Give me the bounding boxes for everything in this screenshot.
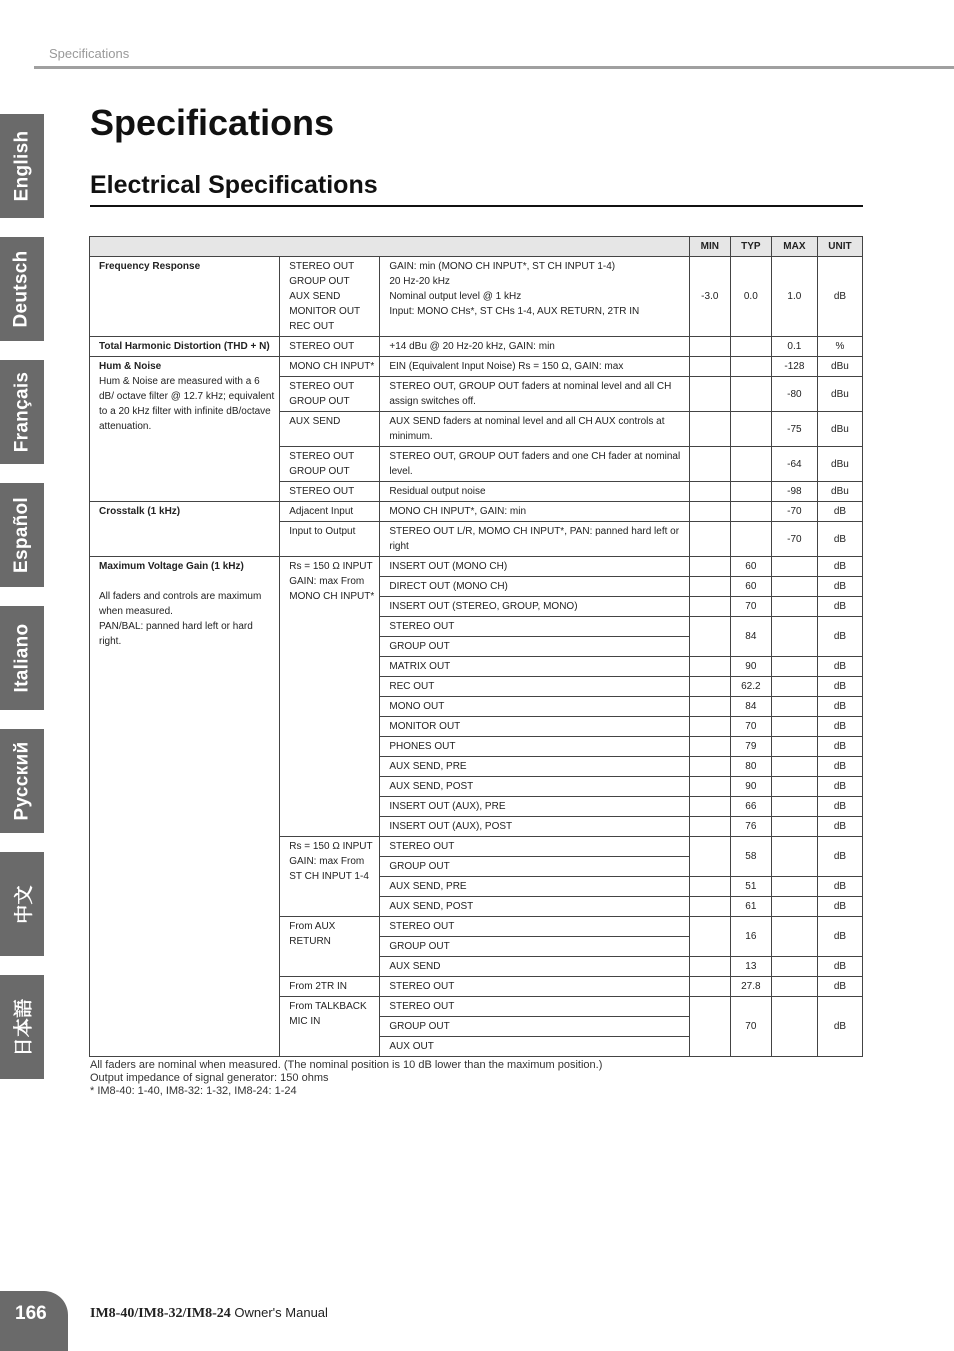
max-value xyxy=(771,797,817,817)
typ-value: 70 xyxy=(730,717,771,737)
min-value xyxy=(689,897,730,917)
typ-value xyxy=(730,502,771,522)
table-notes xyxy=(90,1059,602,1098)
condition-cell: MONO CH INPUT*, GAIN: min xyxy=(380,502,689,522)
header-max: MAX xyxy=(771,237,817,257)
lang-tab-chinese[interactable] xyxy=(0,852,44,956)
output-name: MONITOR OUT xyxy=(380,717,689,737)
unit-value: % xyxy=(817,337,862,357)
unit-value: dB xyxy=(817,557,862,577)
param-label xyxy=(90,357,280,502)
unit-value: dB xyxy=(817,837,862,877)
page-title: Specifications xyxy=(90,102,335,143)
source-cell: From AUX RETURN xyxy=(280,917,380,977)
unit-value: dB xyxy=(817,617,862,657)
condition-cell: STEREO OUT, GROUP OUT faders at nominal level and all CH assign switches off. xyxy=(380,377,689,412)
max-value xyxy=(771,997,817,1057)
max-value xyxy=(771,737,817,757)
min-value xyxy=(689,917,730,957)
param-label xyxy=(90,557,280,1057)
min-value xyxy=(689,597,730,617)
unit-value: dBu xyxy=(817,412,862,447)
table-row xyxy=(90,337,863,357)
max-value xyxy=(771,817,817,837)
unit-value: dB xyxy=(817,522,862,557)
max-value xyxy=(771,577,817,597)
max-value xyxy=(771,897,817,917)
max-value xyxy=(771,697,817,717)
min-value xyxy=(689,737,730,757)
param-note: All faders and controls are maximum when measured. xyxy=(99,591,262,617)
header-typ: TYP xyxy=(730,237,771,257)
min-value xyxy=(689,817,730,837)
output-name: GROUP OUT xyxy=(380,637,689,657)
output-name: AUX SEND, PRE xyxy=(380,757,689,777)
max-value xyxy=(771,877,817,897)
min-value xyxy=(689,717,730,737)
note-line: * IM8-40: 1-40, IM8-32: 1-32, IM8-24: 1-24 xyxy=(90,1085,297,1097)
output-name: AUX SEND xyxy=(380,957,689,977)
output-name: MATRIX OUT xyxy=(380,657,689,677)
min-value xyxy=(689,357,730,377)
min-value xyxy=(689,877,730,897)
min-value xyxy=(689,957,730,977)
param-name: Total Harmonic Distortion (THD + N) xyxy=(99,341,270,352)
min-value xyxy=(689,502,730,522)
unit-value: dB xyxy=(817,897,862,917)
typ-value: 60 xyxy=(730,557,771,577)
lang-tab-russian[interactable] xyxy=(0,729,44,833)
header-rule xyxy=(34,66,954,69)
typ-value: 84 xyxy=(730,697,771,717)
lang-tab-label: 日本語 xyxy=(13,998,35,1056)
typ-value: 79 xyxy=(730,737,771,757)
min-value: -3.0 xyxy=(689,257,730,337)
output-name: AUX SEND, POST xyxy=(380,897,689,917)
output-name: GROUP OUT xyxy=(380,857,689,877)
header-blank xyxy=(90,237,690,257)
output-name: GROUP OUT xyxy=(380,1017,689,1037)
manual-label: Owner's Manual xyxy=(234,1305,328,1320)
output-name: STEREO OUT xyxy=(380,997,689,1017)
typ-value xyxy=(730,357,771,377)
min-value xyxy=(689,777,730,797)
table-row xyxy=(90,502,863,522)
condition-cell: AUX SEND faders at nominal level and all CH AUX controls at minimum. xyxy=(380,412,689,447)
output-cell xyxy=(280,377,380,412)
typ-value: 84 xyxy=(730,617,771,657)
page-number-tab xyxy=(0,1291,68,1351)
lang-tab-deutsch[interactable] xyxy=(0,237,44,341)
model-name: IM8-40/IM8-32/IM8-24 xyxy=(90,1306,231,1321)
min-value xyxy=(689,337,730,357)
typ-value: 0.0 xyxy=(730,257,771,337)
unit-value: dB xyxy=(817,957,862,977)
unit-value: dB xyxy=(817,777,862,797)
output-name: AUX SEND, POST xyxy=(380,777,689,797)
spec-table xyxy=(89,236,863,1057)
min-value xyxy=(689,522,730,557)
param-label xyxy=(90,337,280,357)
lang-tab-japanese[interactable] xyxy=(0,975,44,1079)
output-name: STEREO OUT xyxy=(380,617,689,637)
typ-value: 27.8 xyxy=(730,977,771,997)
typ-value: 61 xyxy=(730,897,771,917)
typ-value: 13 xyxy=(730,957,771,977)
unit-value: dB xyxy=(817,577,862,597)
max-value xyxy=(771,917,817,957)
max-value xyxy=(771,597,817,617)
output-name: Input to Output xyxy=(280,522,380,557)
output-name: GROUP OUT xyxy=(380,937,689,957)
max-value xyxy=(771,657,817,677)
max-value xyxy=(771,777,817,797)
min-value xyxy=(689,677,730,697)
unit-value: dB xyxy=(817,817,862,837)
running-head: Specifications xyxy=(49,46,130,61)
condition-cell xyxy=(380,257,689,337)
max-value xyxy=(771,977,817,997)
typ-value xyxy=(730,377,771,412)
typ-value: 80 xyxy=(730,757,771,777)
unit-value: dB xyxy=(817,697,862,717)
note-line: Output impedance of signal generator: 150 ohms xyxy=(90,1072,329,1084)
output-name: GROUP OUT xyxy=(289,396,350,407)
output-name: INSERT OUT (STEREO, GROUP, MONO) xyxy=(380,597,689,617)
output-name: STEREO OUT xyxy=(289,261,355,272)
condition-cell: Residual output noise xyxy=(380,482,689,502)
typ-value xyxy=(730,522,771,557)
section-rule xyxy=(90,205,863,207)
typ-value xyxy=(730,412,771,447)
footer xyxy=(90,1305,328,1322)
output-name: MONO CH INPUT* xyxy=(280,357,380,377)
output-name: PHONES OUT xyxy=(380,737,689,757)
lang-tab-label: Русский xyxy=(11,741,32,821)
table-row xyxy=(90,557,863,577)
lang-tab-label: 中文 xyxy=(13,884,35,924)
lang-tab-label: Español xyxy=(11,496,33,574)
output-name: DIRECT OUT (MONO CH) xyxy=(380,577,689,597)
max-value xyxy=(771,957,817,977)
max-value: -128 xyxy=(771,357,817,377)
unit-value: dB xyxy=(817,597,862,617)
output-name: AUX SEND xyxy=(289,291,341,302)
typ-value xyxy=(730,482,771,502)
min-value xyxy=(689,997,730,1057)
condition-line: Input: MONO CHs*, ST CHs 1-4, AUX RETURN, 2TR IN xyxy=(389,306,640,317)
max-value: -70 xyxy=(771,522,817,557)
output-name: STEREO OUT xyxy=(280,482,380,502)
typ-value xyxy=(730,337,771,357)
output-cell xyxy=(280,257,380,337)
unit-value: dB xyxy=(817,257,862,337)
param-name: Maximum Voltage Gain (1 kHz) xyxy=(99,561,244,572)
unit-value: dB xyxy=(817,757,862,777)
max-value xyxy=(771,557,817,577)
unit-value: dB xyxy=(817,717,862,737)
min-value xyxy=(689,412,730,447)
lang-tab-francais[interactable] xyxy=(0,360,44,464)
unit-value: dB xyxy=(817,677,862,697)
lang-tab-label: Deutsch xyxy=(11,250,32,328)
param-name: Hum & Noise xyxy=(99,361,162,372)
max-value: -70 xyxy=(771,502,817,522)
unit-value: dBu xyxy=(817,377,862,412)
max-value: 1.0 xyxy=(771,257,817,337)
typ-value: 62.2 xyxy=(730,677,771,697)
output-name: INSERT OUT (AUX), PRE xyxy=(380,797,689,817)
source-cell: Rs = 150 Ω INPUT GAIN: max From MONO CH INPUT* xyxy=(280,557,380,837)
source-cell: Rs = 150 Ω INPUT GAIN: max From ST CH INPUT 1-4 xyxy=(280,837,380,917)
typ-value: 90 xyxy=(730,657,771,677)
param-note: Hum & Noise are measured with a 6 dB/ octave filter @ 12.7 kHz; equivalent to a 20 kHz filter with infinite dB/octave attenuation. xyxy=(99,376,275,432)
lang-tab-label: English xyxy=(11,130,32,202)
param-name: Frequency Response xyxy=(99,261,201,272)
typ-value: 66 xyxy=(730,797,771,817)
output-name: AUX SEND, PRE xyxy=(380,877,689,897)
lang-tab-english[interactable] xyxy=(0,114,44,218)
unit-value: dBu xyxy=(817,357,862,377)
min-value xyxy=(689,617,730,657)
param-label xyxy=(90,257,280,337)
min-value xyxy=(689,797,730,817)
lang-tab-label: Français xyxy=(11,371,32,453)
output-name: AUX SEND xyxy=(280,412,380,447)
max-value: -75 xyxy=(771,412,817,447)
unit-value: dB xyxy=(817,997,862,1057)
output-name: STEREO OUT xyxy=(380,977,689,997)
min-value xyxy=(689,657,730,677)
typ-value: 90 xyxy=(730,777,771,797)
min-value xyxy=(689,447,730,482)
min-value xyxy=(689,977,730,997)
output-name: MONO OUT xyxy=(380,697,689,717)
section-title: Electrical Specifications xyxy=(90,171,378,199)
typ-value: 58 xyxy=(730,837,771,877)
max-value xyxy=(771,837,817,877)
param-note: PAN/BAL: panned hard left or hard right. xyxy=(99,621,253,647)
header-unit: UNIT xyxy=(817,237,862,257)
output-name: GROUP OUT xyxy=(289,276,350,287)
unit-value: dB xyxy=(817,917,862,957)
typ-value: 70 xyxy=(730,997,771,1057)
typ-value: 16 xyxy=(730,917,771,957)
min-value xyxy=(689,577,730,597)
source-cell: From 2TR IN xyxy=(280,977,380,997)
lang-tab-label: Italiano xyxy=(11,623,33,693)
output-name: GROUP OUT xyxy=(289,466,350,477)
max-value: -80 xyxy=(771,377,817,412)
output-name: STEREO OUT xyxy=(289,381,355,392)
header-min: MIN xyxy=(689,237,730,257)
min-value xyxy=(689,482,730,502)
max-value xyxy=(771,757,817,777)
source-cell: From TALKBACK MIC IN xyxy=(280,997,380,1057)
output-name: STEREO OUT xyxy=(289,451,355,462)
param-label xyxy=(90,502,280,557)
output-name: STEREO OUT xyxy=(380,837,689,857)
max-value: -64 xyxy=(771,447,817,482)
condition-line: Nominal output level @ 1 kHz xyxy=(389,291,522,302)
table-header-row xyxy=(90,237,863,257)
max-value: -98 xyxy=(771,482,817,502)
param-name: Crosstalk (1 kHz) xyxy=(99,506,181,517)
lang-tab-italiano[interactable] xyxy=(0,606,44,710)
condition-line: 20 Hz-20 kHz xyxy=(389,276,450,287)
typ-value: 70 xyxy=(730,597,771,617)
output-name: AUX OUT xyxy=(380,1037,689,1057)
output-name: REC OUT xyxy=(289,321,335,332)
output-name: Adjacent Input xyxy=(280,502,380,522)
unit-value: dB xyxy=(817,877,862,897)
min-value xyxy=(689,377,730,412)
typ-value: 51 xyxy=(730,877,771,897)
table-row xyxy=(90,357,863,377)
max-value xyxy=(771,717,817,737)
typ-value xyxy=(730,447,771,482)
max-value: 0.1 xyxy=(771,337,817,357)
unit-value: dB xyxy=(817,502,862,522)
max-value xyxy=(771,677,817,697)
condition-cell: STEREO OUT, GROUP OUT faders and one CH fader at nominal level. xyxy=(380,447,689,482)
note-line: All faders are nominal when measured. (The nominal position is 10 dB lower than the maximum position.) xyxy=(90,1059,603,1071)
condition-line: GAIN: min (MONO CH INPUT*, ST CH INPUT 1-4) xyxy=(389,261,616,272)
page-number: 166 xyxy=(15,1303,47,1324)
condition-cell: +14 dBu @ 20 Hz-20 kHz, GAIN: min xyxy=(380,337,689,357)
output-name: INSERT OUT (MONO CH) xyxy=(380,557,689,577)
unit-value: dB xyxy=(817,977,862,997)
table-row xyxy=(90,257,863,337)
output-name: STEREO OUT xyxy=(380,917,689,937)
unit-value: dB xyxy=(817,737,862,757)
condition-cell: STEREO OUT L/R, MOMO CH INPUT*, PAN: panned hard left or right xyxy=(380,522,689,557)
unit-value: dB xyxy=(817,657,862,677)
output-name: MONITOR OUT xyxy=(289,306,361,317)
output-cell xyxy=(280,447,380,482)
min-value xyxy=(689,557,730,577)
lang-tab-espanol[interactable] xyxy=(0,483,44,587)
output-name: STEREO OUT xyxy=(280,337,380,357)
unit-value: dBu xyxy=(817,482,862,502)
min-value xyxy=(689,757,730,777)
typ-value: 60 xyxy=(730,577,771,597)
max-value xyxy=(771,617,817,657)
condition-cell: EIN (Equivalent Input Noise) Rs = 150 Ω, GAIN: max xyxy=(380,357,689,377)
output-name: REC OUT xyxy=(380,677,689,697)
output-name: INSERT OUT (AUX), POST xyxy=(380,817,689,837)
min-value xyxy=(689,697,730,717)
unit-value: dB xyxy=(817,797,862,817)
min-value xyxy=(689,837,730,877)
typ-value: 76 xyxy=(730,817,771,837)
unit-value: dBu xyxy=(817,447,862,482)
